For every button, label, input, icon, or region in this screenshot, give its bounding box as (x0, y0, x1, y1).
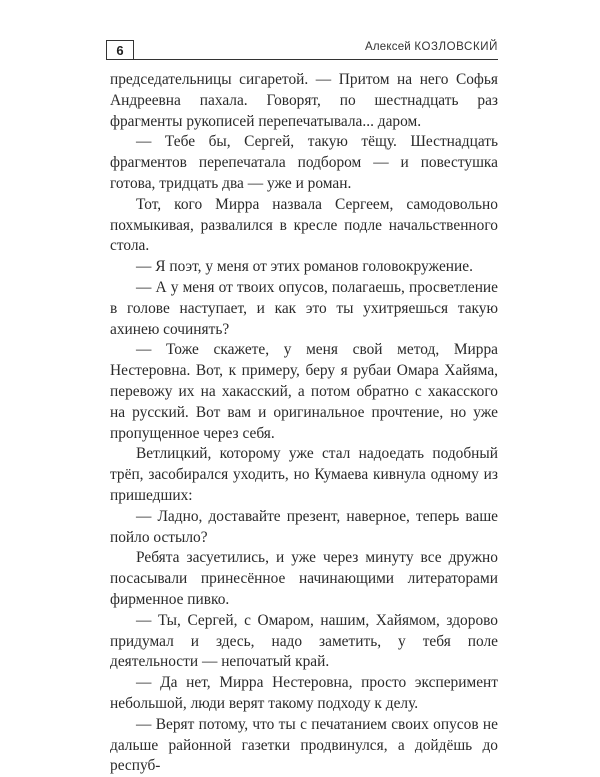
paragraph: — Да нет, Мирра Нестеровна, просто эксперимент небольшой, люди верят такому подходу к делу. (110, 674, 498, 712)
paragraph: — Я поэт, у меня от этих романов головокружение. (136, 258, 473, 276)
page-number: 6 (106, 40, 134, 60)
header-rule (106, 59, 498, 60)
paragraph: — Ты, Сергей, с Омаром, нашим, Хайямом, здорово придумал и здесь, надо заметить, у тебя поле деятельности — непочатый край. (110, 611, 498, 671)
paragraph: председательницы сигаретой. — Притом на него Софья Андреевна пахала. Говорят, по шестнадцать раз фрагменты рукописей перепечатывала... даром. (110, 71, 498, 130)
paragraph: — А у меня от твоих опусов, полагаешь, просветление в голове наступает, и как это ты ухитряешься такую ахинею сочинять? (110, 278, 498, 338)
paragraph: — Тоже скажете, у меня свой метод, Мирра Нестеровна. Вот, к примеру, беру я рубаи Омара Хайяма, перевожу их на хакасский, а потом обратно с хакасского на русский. Вот вам и оригинальное прочтение, но уже пропущенное через себя. (110, 341, 498, 442)
paragraph: Ребята засуетились, и уже через минуту все дружно посасывали принесённое начинающими литераторами фирменное пивко. (110, 549, 498, 608)
author-name (365, 41, 498, 53)
paragraph: Тот, кого Мирра назвала Сергеем, самодовольно похмыкивая, развалился в кресле подле начальственного стола. (110, 195, 498, 255)
author-last-name: КОЗЛОВСКИЙ (414, 41, 498, 53)
running-header (106, 40, 498, 64)
paragraph: — Ладно, доставайте презент, наверное, теперь ваше пойло остыло? (110, 507, 498, 546)
paragraph: — Верят потому, что ты с печатанием своих опусов не дальше районной газетки продвинулся, а дойдёшь до респуб- (110, 715, 498, 775)
paragraph: Ветлицкий, которому уже стал надоедать подобный трёп, засобирался уходить, но Кумаева кивнула одному из пришедших: (110, 445, 498, 504)
author-first-name: Алексей (365, 41, 411, 53)
paragraph: — Тебе бы, Сергей, такую тёщу. Шестнадцать фрагментов перепечатала подбором — и повестушка готова, тридцать два — уже и роман. (110, 133, 498, 192)
body-text (110, 70, 498, 777)
